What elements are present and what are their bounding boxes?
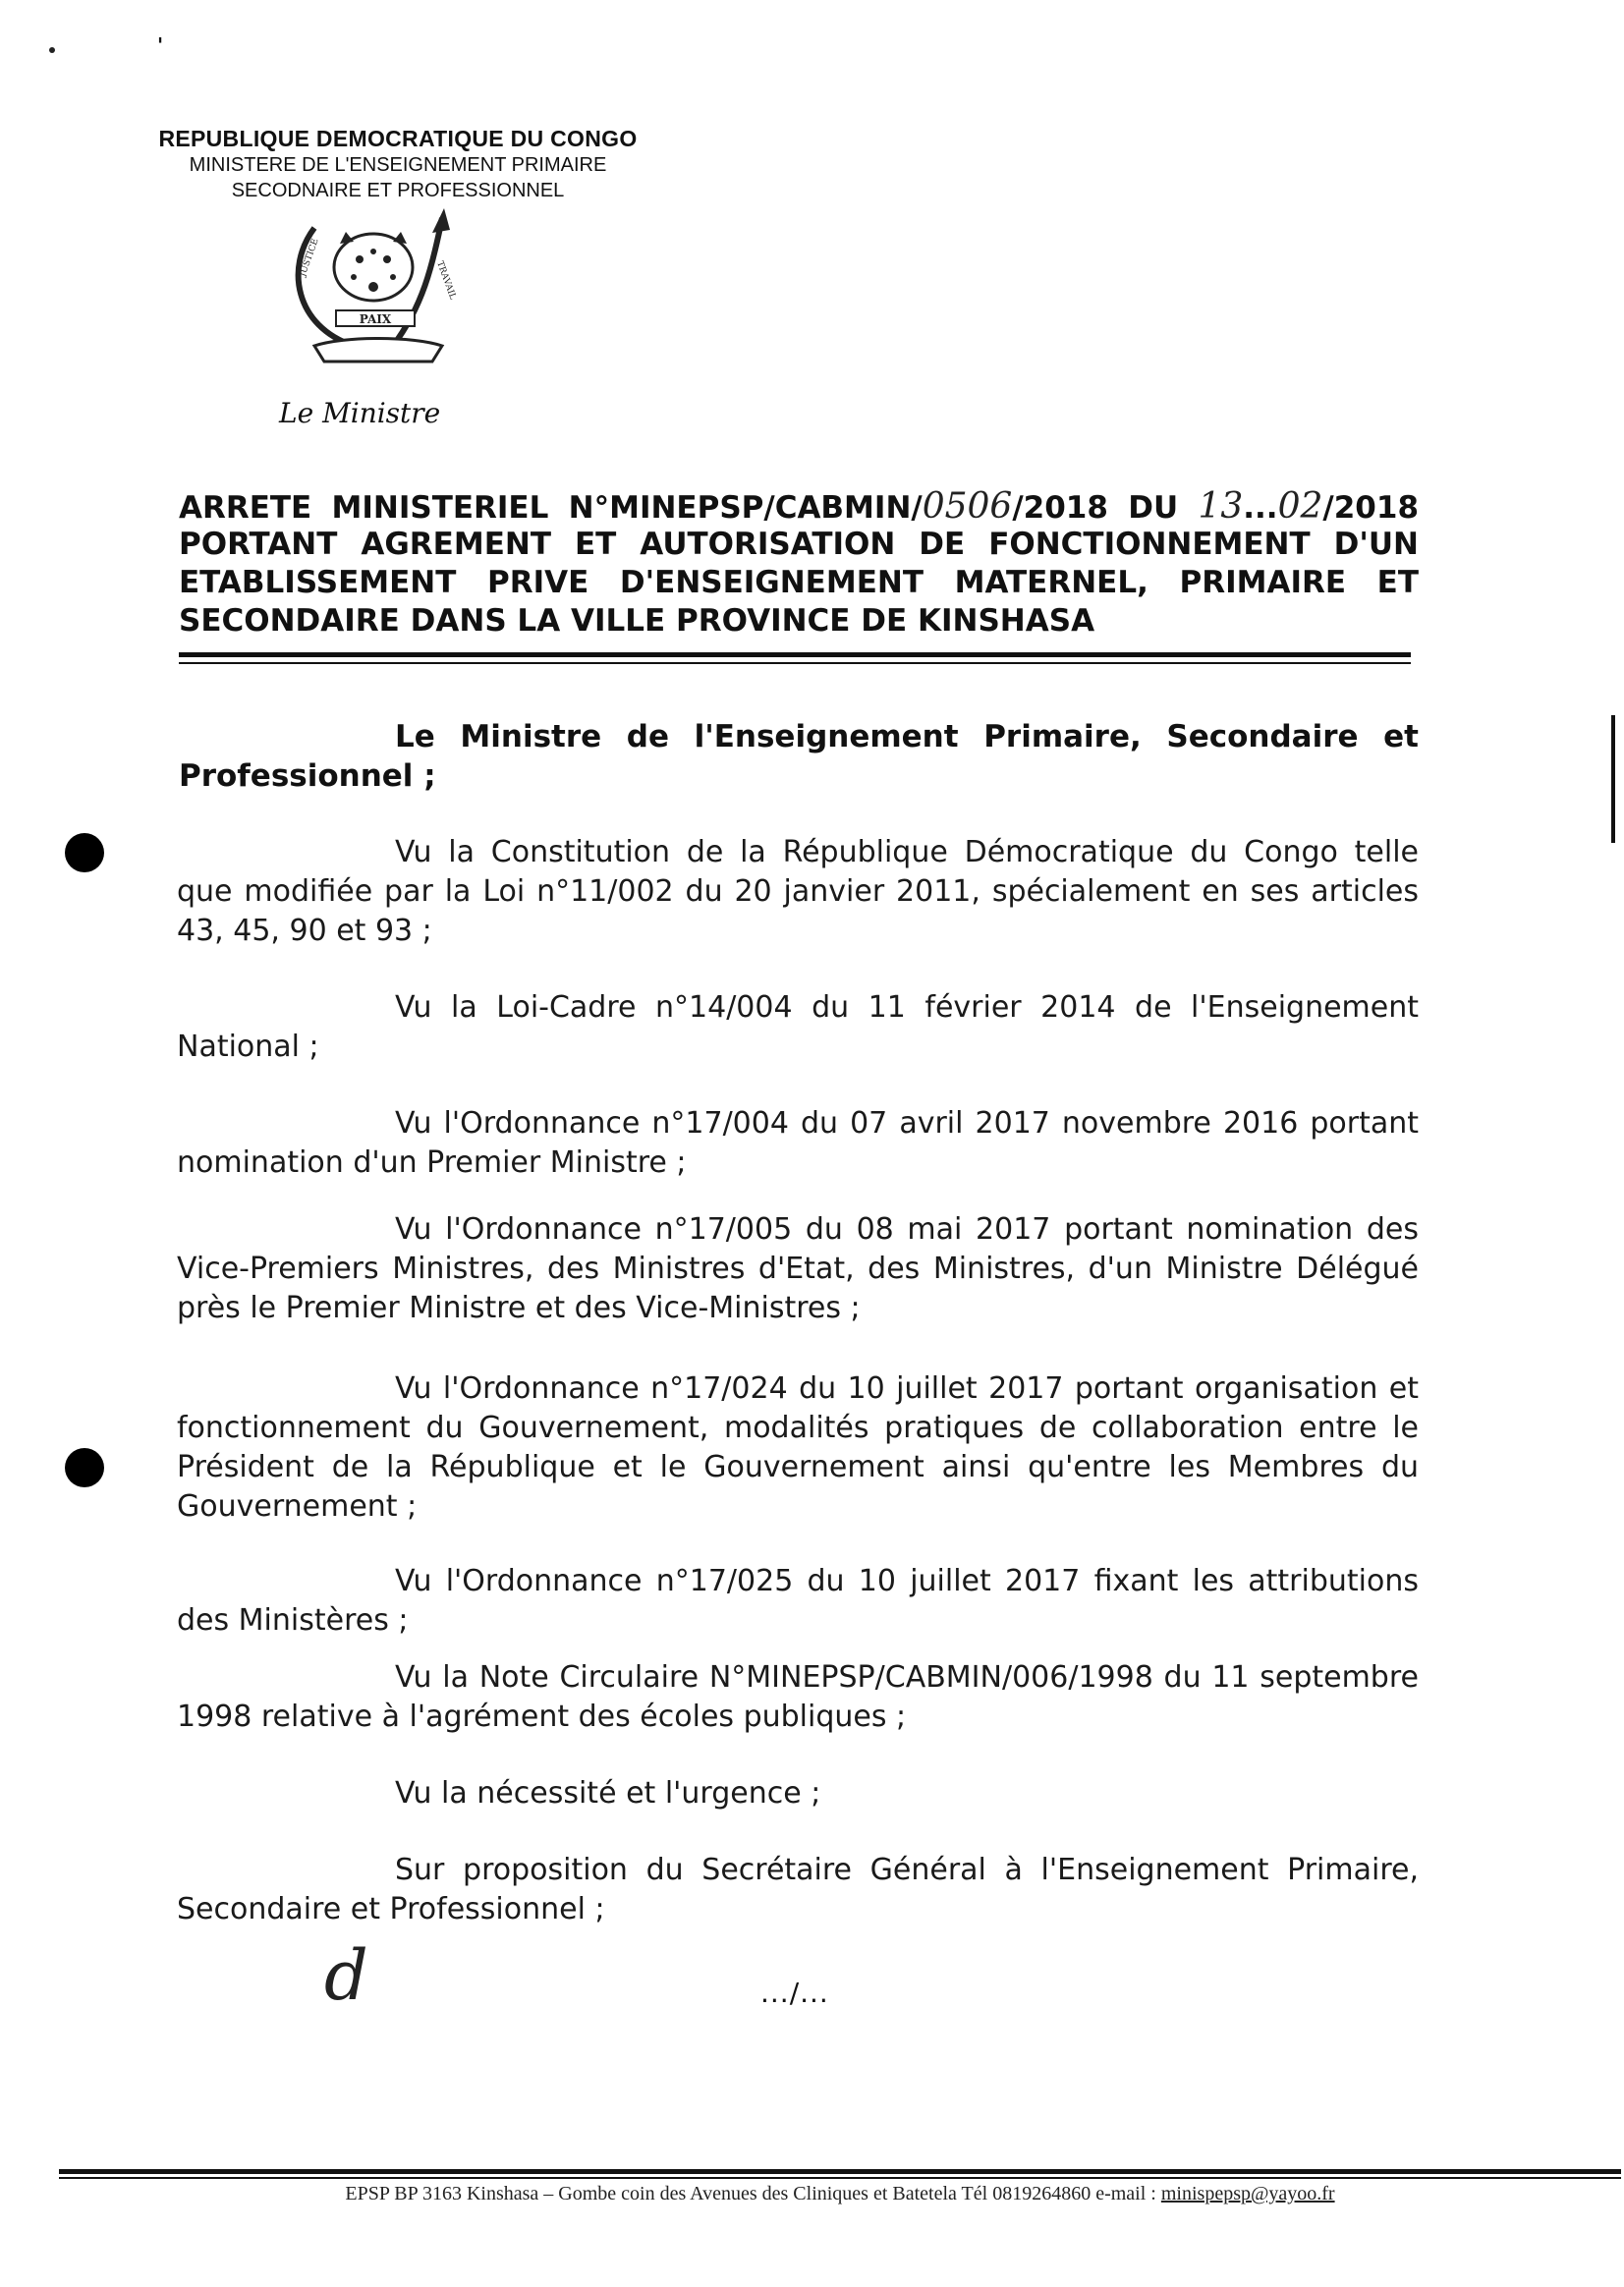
seal-motto-center: PAIX <box>359 312 392 326</box>
recital-note-circulaire: Vu la Note Circulaire N°MINEPSP/CABMIN/006/1998 du 11 septembre 1998 relative à l'agrément des écoles publiques ; <box>177 1660 1419 1734</box>
footer-rule-thin <box>59 2177 1621 2179</box>
footer-text: EPSP BP 3163 Kinshasa – Gombe coin des Avenues des Cliniques et Batetela Tél 0819264860 e-mail : <box>345 2183 1161 2204</box>
header-ministry-cont: SECODNAIRE ET PROFESSIONNEL <box>231 180 565 201</box>
recital-loi-cadre: Vu la Loi-Cadre n°14/004 du 11 février 2014 de l'Enseignement National ; <box>177 990 1419 1064</box>
scan-mark: ' <box>157 33 164 57</box>
handwritten-month: 02 <box>1277 486 1323 527</box>
recital-ordonnance-premier-ministre: Vu l'Ordonnance n°17/004 du 07 avril 2017 novembre 2016 portant nomination d'un Premier Ministre ; <box>177 1106 1419 1180</box>
seal-motto-right: TRAVAIL <box>434 259 458 302</box>
handwritten-decree-number: 0506 <box>922 486 1013 527</box>
handwritten-day: 13 <box>1198 486 1244 527</box>
footer-address <box>59 2183 1621 2205</box>
binder-hole-icon <box>65 833 104 872</box>
recital-urgence: Vu la nécessité et l'urgence ; <box>395 1776 821 1811</box>
title-underline-thin <box>179 662 1411 664</box>
recital-ordonnance-ministres: Vu l'Ordonnance n°17/005 du 08 mai 2017 portant nomination des Vice-Premiers Ministres, des Ministres d'Etat, des Ministres, d'un Ministre Délégué près le Premier Ministre et des Vice-Ministres ; <box>177 1212 1419 1325</box>
header-ministry: MINISTERE DE L'ENSEIGNEMENT PRIMAIRE <box>189 154 607 176</box>
recital-ordonnance-attributions: Vu l'Ordonnance n°17/025 du 10 juillet 2017 fixant les attributions des Ministères ; <box>177 1564 1419 1638</box>
continuation-mark: .../... <box>760 1977 829 2009</box>
decree-title-line4: SECONDAIRE DANS LA VILLE PROVINCE DE KINSHASA <box>179 603 1095 639</box>
header-country: REPUBLIQUE DEMOCRATIQUE DU CONGO <box>158 126 638 151</box>
footer-rule-thick <box>59 2169 1621 2174</box>
decree-title-line3: ETABLISSEMENT PRIVE D'ENSEIGNEMENT MATERNEL, PRIMAIRE ET <box>179 565 1419 600</box>
coat-of-arms-seal-icon <box>275 208 481 365</box>
title-underline-thick <box>179 652 1411 657</box>
decree-title-line2: PORTANT AGREMENT ET AUTORISATION DE FONCTIONNEMENT D'UN <box>179 527 1419 562</box>
handwritten-initial: d <box>324 1935 368 2016</box>
recital-constitution: Vu la Constitution de la République Démocratique du Congo telle que modifiée par la Loi n°11/002 du 20 janvier 2011, spécialement en ses articles 43, 45, 90 et 93 ; <box>177 835 1419 948</box>
decree-title <box>179 487 1419 641</box>
minister-signature-label: Le Ministre <box>279 397 441 429</box>
seal-motto-left: JUSTICE <box>298 237 321 279</box>
scan-edge-mark <box>1611 715 1615 843</box>
preamble: Le Ministre de l'Enseignement Primaire, Secondaire et Professionnel ; <box>179 719 1419 794</box>
decree-title-line1: ARRETE MINISTERIEL N°MINEPSP/CABMIN/0506/2018 DU 13...02/2018 <box>179 486 1420 527</box>
scan-speck <box>49 47 55 53</box>
binder-hole-icon <box>65 1448 104 1487</box>
footer-email: minispepsp@yayoo.fr <box>1160 2183 1335 2204</box>
recital-proposition: Sur proposition du Secrétaire Général à l'Enseignement Primaire, Secondaire et Professionnel ; <box>177 1853 1419 1926</box>
recital-ordonnance-gouvernement: Vu l'Ordonnance n°17/024 du 10 juillet 2017 portant organisation et fonctionnement du Gouvernement, modalités pratiques de collaboration entre le Président de la République et le Gouvernement ainsi qu'entre les Membres du Gouvernement ; <box>177 1371 1419 1524</box>
